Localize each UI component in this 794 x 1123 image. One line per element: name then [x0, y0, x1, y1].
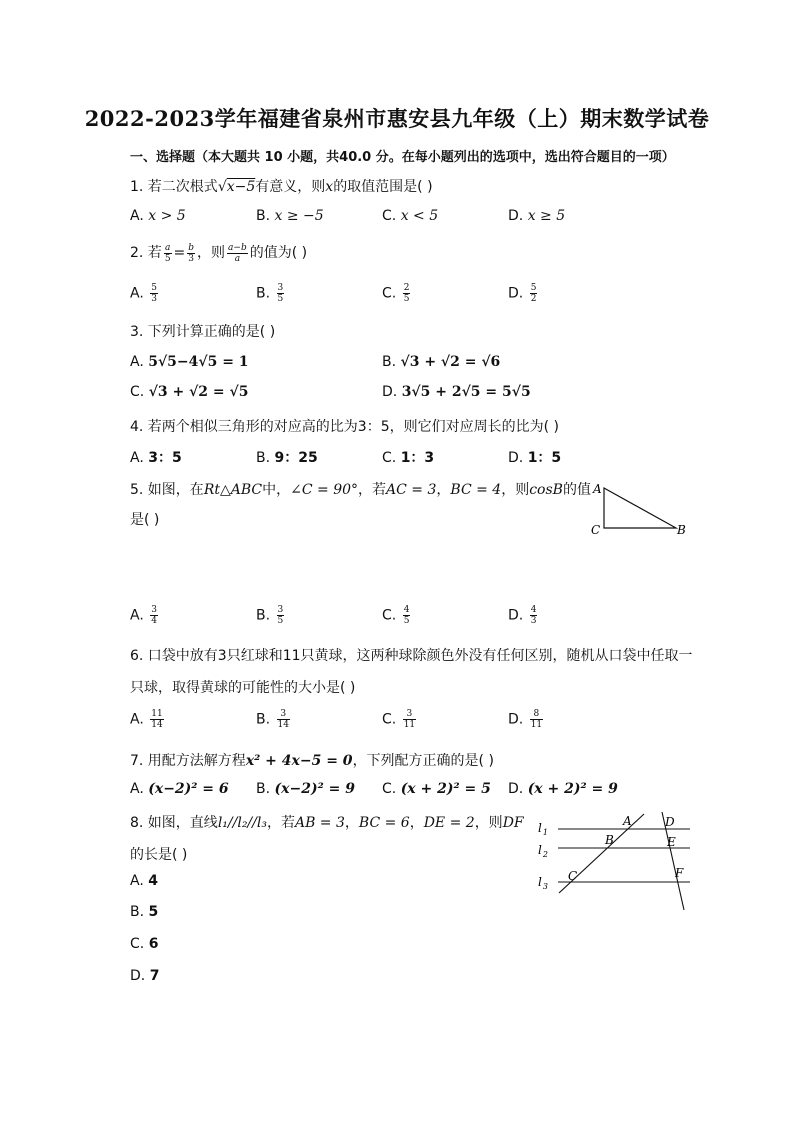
question-8-line2: 的长是( ): [130, 847, 188, 863]
q8-option-b: B. 5: [130, 904, 159, 920]
page-title: 2022-2023学年福建省泉州市惠安县九年级（上）期末数学试卷: [84, 106, 710, 131]
point-c-label: C: [568, 869, 578, 883]
question-6-line2: 只球，取得黄球的可能性的大小是( ): [130, 680, 356, 696]
q2-option-b: B. $\frac{3}{5}$: [256, 283, 284, 304]
q5-option-c: C. $\frac{4}{5}$: [382, 605, 410, 626]
q6-option-b: B. $\frac{3}{14}$: [256, 709, 289, 730]
q8-option-a: A. 4: [130, 873, 158, 889]
point-b-label: B: [605, 833, 614, 847]
section-heading: 一、选择题（本大题共 10 小题，共40.0 分。在每小题列出的选项中，选出符合题目的一项）: [130, 150, 675, 165]
question-5-line2: 是( ): [130, 512, 160, 528]
label-l1: $l_1$: [538, 821, 548, 837]
q4-option-a: A. 3：5: [130, 450, 182, 466]
point-d-label: D: [665, 815, 675, 829]
question-5: 5. 如图，在Rt△ABC中，∠C = 90°，若AC = 3，BC = 4，则cosB的值: [130, 482, 591, 498]
label-l3: $l_3$: [538, 875, 548, 891]
triangle-figure: [588, 478, 688, 540]
q1-option-d: D. x ≥ 5: [508, 208, 566, 224]
question-7: 7. 用配方法解方程x² + 4x−5 = 0，下列配方正确的是( ): [130, 753, 494, 769]
q3-option-a: A. 5√5−4√5 = 1: [130, 354, 249, 370]
question-6: 6. 口袋中放有3只红球和11只黄球，这两种球除颜色外没有任何区别，随机从口袋中任取一: [130, 648, 693, 664]
q6-option-d: D. $\frac{8}{11}$: [508, 709, 543, 730]
q4-option-c: C. 1：3: [382, 450, 435, 466]
q3-option-b: B. √3 + √2 = √6: [382, 354, 501, 370]
parallel-lines-figure: [534, 810, 694, 912]
q6-option-a: A. $\frac{11}{14}$: [130, 709, 163, 730]
q4-option-d: D. 1：5: [508, 450, 562, 466]
q3-option-c: C. √3 + √2 = √5: [130, 384, 249, 400]
q8-option-c: C. 6: [130, 936, 159, 952]
q4-option-b: B. 9：25: [256, 450, 318, 466]
q6-option-c: C. $\frac{3}{11}$: [382, 709, 416, 730]
question-1: 1. 若二次根式√x−5有意义，则x的取值范围是( ): [130, 179, 433, 195]
point-f-label: F: [675, 866, 684, 880]
point-a-label: A: [623, 814, 632, 828]
point-e-label: E: [667, 835, 676, 849]
q7-option-c: C. (x + 2)² = 5: [382, 781, 491, 797]
q5-option-a: A. $\frac{3}{4}$: [130, 605, 157, 626]
q7-option-b: B. (x−2)² = 9: [256, 781, 355, 797]
q2-option-d: D. $\frac{5}{2}$: [508, 283, 537, 304]
q2-option-c: C. $\frac{2}{5}$: [382, 283, 410, 304]
q3-option-d: D. 3√5 + 2√5 = 5√5: [382, 384, 531, 400]
q7-option-d: D. (x + 2)² = 9: [508, 781, 618, 797]
triangle-abc: [604, 488, 676, 528]
q8-option-d: D. 7: [130, 968, 160, 984]
vertex-a-label: A: [593, 482, 602, 496]
question-2: 2. 若 $\frac{a}{5}$ = $\frac{b}{3}$ ，则 $\frac{a-b}{a}$ 的值为( ): [130, 242, 308, 264]
q1-option-b: B. x ≥ −5: [256, 208, 324, 224]
question-4: 4. 若两个相似三角形的对应高的比为3：5，则它们对应周长的比为( ): [130, 419, 559, 435]
question-8: 8. 如图，直线l₁//l₂//l₃，若AB = 3，BC = 6，DE = 2，则DF: [130, 815, 524, 831]
q7-option-a: A. (x−2)² = 6: [130, 781, 229, 797]
q1-option-c: C. x < 5: [382, 208, 439, 224]
vertex-b-label: B: [677, 523, 686, 537]
question-3: 3. 下列计算正确的是( ): [130, 324, 276, 340]
q2-option-a: A. $\frac{5}{3}$: [130, 283, 157, 304]
q5-option-d: D. $\frac{4}{3}$: [508, 605, 537, 626]
q5-option-b: B. $\frac{3}{5}$: [256, 605, 284, 626]
sqrt-expression: √x−5: [217, 179, 256, 195]
label-l2: $l_2$: [538, 843, 548, 859]
vertex-c-label: C: [591, 523, 601, 537]
q1-option-a: A. x > 5: [130, 208, 186, 224]
